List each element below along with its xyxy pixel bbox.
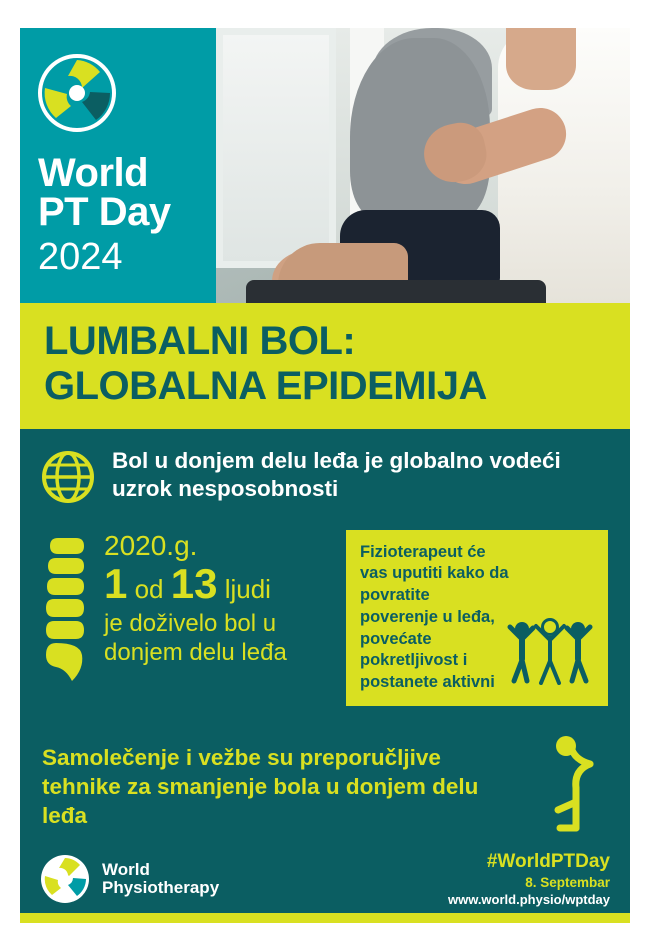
footer-brand-line2: Physiotherapy — [102, 878, 220, 897]
poster — [20, 28, 630, 923]
footer-date: 8. Septembar — [525, 875, 610, 890]
stat-year: 2020.g. — [104, 529, 198, 561]
physio-advice-text: Fizioterapeut će vas uputiti kako da povratite poverenje u leđa, povećate pokretljivost i postanete aktivni — [360, 542, 509, 692]
person-stretching-icon — [530, 732, 608, 841]
brand-title-line1: World — [38, 151, 149, 195]
footer-brand-line1: World — [102, 859, 150, 879]
footer-info-block — [448, 851, 610, 907]
footer — [20, 835, 630, 923]
world-physiotherapy-globe-icon — [40, 854, 90, 904]
photo-therapist-neck — [506, 28, 576, 90]
footer-accent-bar — [20, 913, 630, 923]
global-fact-row — [42, 447, 608, 508]
photo-window — [216, 28, 336, 268]
statistic-block — [102, 530, 332, 706]
physio-advice-card — [346, 530, 608, 706]
stat-ratio-separator: od — [134, 573, 164, 604]
stat-ratio-unit: ljudi — [224, 573, 271, 604]
middle-section — [42, 530, 608, 706]
self-care-text: Samolečenje i vežbe su preporučljive tehnike za smanjenje bola u donjem delu leđa — [42, 744, 479, 829]
footer-hashtag: #WorldPTDay — [486, 851, 610, 872]
global-fact-text: Bol u donjem delu leđa je globalno vodeći uzrok nesposobnosti — [112, 447, 561, 502]
brand-year: 2024 — [38, 236, 123, 279]
brand-logo-block — [20, 28, 216, 303]
footer-brand-block — [40, 854, 219, 904]
stat-description: je doživelo bol u donjem delu leđa — [104, 609, 287, 666]
globe-icon — [42, 451, 94, 508]
photo-treatment-table — [246, 280, 546, 303]
world-pt-day-globe-icon — [38, 54, 116, 132]
group-people-arms-up-icon — [502, 615, 598, 690]
brand-title-line2: PT Day — [38, 190, 171, 235]
content-area — [20, 429, 630, 841]
stat-ratio-denominator: 13 — [170, 559, 218, 607]
self-care-row — [42, 732, 608, 841]
headline-line-2: GLOBALNA EPIDEMIJA — [44, 363, 487, 408]
stat-ratio-numerator: 1 — [104, 559, 128, 607]
spine-icon — [42, 536, 88, 706]
headline-banner — [20, 303, 630, 429]
hero-photo — [20, 28, 630, 303]
footer-url[interactable]: www.world.physio/wptday — [447, 892, 610, 907]
headline-line-1: LUMBALNI BOL: — [44, 319, 356, 363]
